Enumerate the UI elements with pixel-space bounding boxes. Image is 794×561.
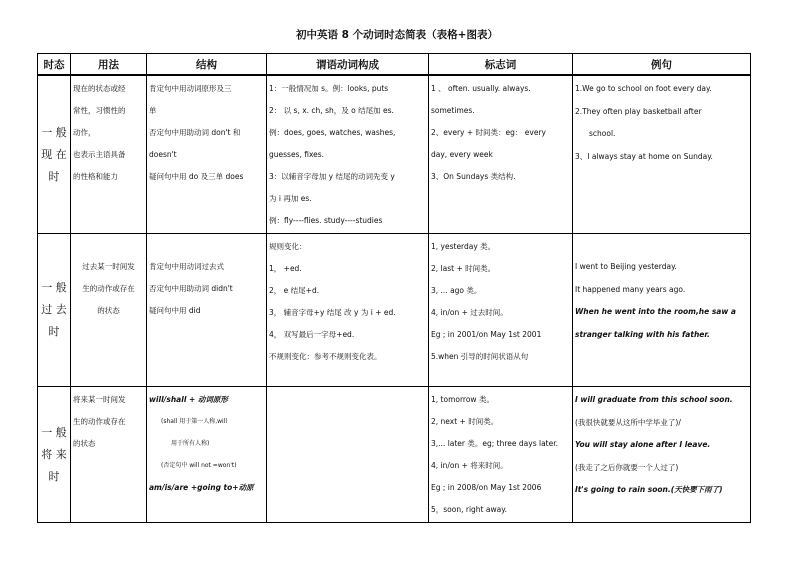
tense-label: 一 般 [41, 425, 67, 439]
usage-line: 的性格和能力 [73, 172, 118, 181]
usage-line: 也表示主语具备 [73, 150, 126, 159]
example-line: It happened many years ago. [575, 284, 686, 294]
example-line: I will graduate from this school soon. [575, 395, 733, 404]
structure-line: (否定句中 will not =won't) [161, 462, 237, 469]
example-line: When he went into the room,he saw a [575, 307, 736, 316]
structure-line: am/is/are +going to+动原 [149, 483, 254, 492]
marker-line: Eg ; in 2001/on May 1st 2001 [431, 330, 542, 339]
page-title: 初中英语 8 个动词时态简表（表格+图表） [296, 29, 498, 41]
example-line: 3、I always stay at home on Sunday. [575, 151, 713, 161]
usage-line: 将来某一时间发 [73, 395, 126, 404]
predicate-line: 1：一般情况加 s。例：looks, puts [269, 84, 389, 93]
marker-line: 4, in/on + 将来时间。 [431, 461, 508, 470]
tense-label: 时 [48, 325, 60, 338]
structure-line: 否定句中用助动词 didn't [149, 284, 233, 293]
table-row-future [38, 387, 751, 523]
example-line: (我走了之后你就要一个人过了) [575, 462, 679, 472]
tense-label: 过 去 [41, 303, 67, 316]
marker-line: 2、every + 时间类：eg： every [431, 128, 546, 137]
marker-line: 5，soon, right away. [431, 505, 507, 514]
example-line: 1.We go to school on foot every day. [575, 84, 712, 93]
examples-cell-past [573, 234, 751, 387]
tense-cell-future [38, 387, 71, 523]
predicate-line: 例：does, goes, watches, washes, [269, 128, 396, 137]
usage-cell-past [71, 234, 147, 387]
marker-line: 2, next + 时间类。 [431, 417, 499, 426]
predicate-line: 不规则变化：参考不规则变化表。 [269, 352, 382, 361]
structure-line: doesn't [149, 150, 177, 159]
usage-line: 现在的状态或经 [73, 84, 126, 93]
tense-label: 一 般 [41, 281, 67, 294]
predicate-line: guesses, fixes. [269, 150, 325, 159]
usage-line: 过去某一时间发 [82, 262, 135, 271]
predicate-line: 2： 以 s, x. ch, sh，及 o 结尾加 es. [269, 106, 394, 115]
predicate-line: 4， 双写最后一字母+ed. [269, 330, 355, 339]
predicate-cell-future [267, 387, 429, 523]
predicate-line: 例：fly----flies. study----studies [269, 216, 383, 225]
header-predicate: 谓语动词构成 [267, 54, 429, 76]
examples-cell-future [573, 387, 751, 523]
tense-label: 一 般 [41, 125, 67, 139]
table-row-present [38, 75, 751, 234]
usage-cell-present [71, 75, 147, 234]
usage-cell-future [71, 387, 147, 523]
structure-line: 单 [149, 106, 157, 115]
usage-line: 生的动作或存在 [73, 417, 126, 426]
usage-line: 常性，习惯性的 [73, 106, 126, 115]
structure-line: will/shall + 动词原形 [149, 395, 228, 404]
predicate-line: 3， 辅音字母+y 结尾 改 y 为 i + ed. [269, 308, 396, 317]
structure-cell-past [147, 234, 267, 387]
header-structure: 结构 [147, 54, 267, 76]
example-line: school. [589, 129, 616, 138]
predicate-line: 1， +ed. [269, 264, 302, 273]
markers-cell-past [429, 234, 573, 387]
tense-label: 时 [48, 169, 60, 183]
usage-line: 的状态 [73, 439, 96, 448]
structure-line: 否定句中用助动词 don't 和 [149, 128, 241, 137]
header-examples: 例句 [573, 54, 751, 76]
tense-label: 现 在 [41, 147, 67, 161]
example-line: 2.They often play basketball after [575, 106, 702, 116]
example-line: (我很快就要从这所中学毕业了)/ [575, 417, 681, 427]
structure-line: (shall 用于第一人称,will [161, 418, 228, 425]
structure-line: 疑问句中用 did [149, 306, 201, 315]
header-tense: 时态 [38, 54, 71, 76]
marker-line: 4, in/on + 过去时间。 [431, 308, 508, 317]
header-usage: 用法 [71, 54, 147, 76]
header-markers: 标志词 [429, 54, 573, 76]
tense-label: 时 [48, 469, 60, 483]
marker-line: day, every week [431, 150, 493, 159]
table-row-past [38, 234, 751, 387]
marker-line: Eg ; in 2008/on May 1st 2006 [431, 483, 542, 492]
structure-line: 肯定句中用动词过去式 [149, 262, 224, 271]
example-line: I went to Beijing yesterday. [575, 262, 677, 271]
example-line: It's going to rain soon.(天快要下雨了) [575, 485, 723, 494]
header-row [38, 54, 751, 76]
structure-cell-present [147, 75, 267, 234]
predicate-line: 3：以辅音字母加 y 结尾的动词先变 y [269, 172, 395, 181]
marker-line: sometimes. [431, 106, 475, 115]
tense-cell-past [38, 234, 71, 387]
usage-line: 动作， [73, 128, 96, 137]
marker-line: 1 、 often. usually. always. [431, 84, 531, 93]
usage-line: 的状态 [97, 306, 120, 315]
marker-line: 5.when 引导的时间状语从句 [431, 352, 529, 361]
tense-label: 将 来 [41, 447, 67, 461]
marker-line: 3, ... ago 类。 [431, 286, 482, 295]
marker-line: 1, yesterday 类。 [431, 242, 496, 251]
predicate-cell-present [267, 75, 429, 234]
marker-line: 3、On Sundays 类结构. [431, 172, 516, 181]
marker-line: 2, last + 时间类。 [431, 264, 496, 273]
tense-cell-present [38, 75, 71, 234]
tense-table [37, 53, 751, 523]
usage-line: 生的动作或存在 [82, 284, 135, 293]
predicate-line: 规则变化： [269, 242, 307, 251]
marker-line: 3,... later 类。eg; three days later. [431, 439, 559, 448]
markers-cell-present [429, 75, 573, 234]
predicate-line: 2， e 结尾+d. [269, 286, 320, 295]
markers-cell-future [429, 387, 573, 523]
structure-line: 肯定句中用动词原形及三 [149, 84, 232, 93]
predicate-line: 为 i 再加 es. [269, 194, 312, 203]
structure-line: 用于所有人称) [171, 440, 210, 447]
structure-line: 疑问句中用 do 及三单 does [149, 172, 244, 181]
predicate-cell-past [267, 234, 429, 387]
structure-cell-future [147, 387, 267, 523]
marker-line: 1, tomorrow 类。 [431, 395, 494, 404]
examples-cell-present [573, 75, 751, 234]
example-line: stranger talking with his father. [575, 329, 710, 339]
example-line: You will stay alone after I leave. [575, 440, 711, 449]
